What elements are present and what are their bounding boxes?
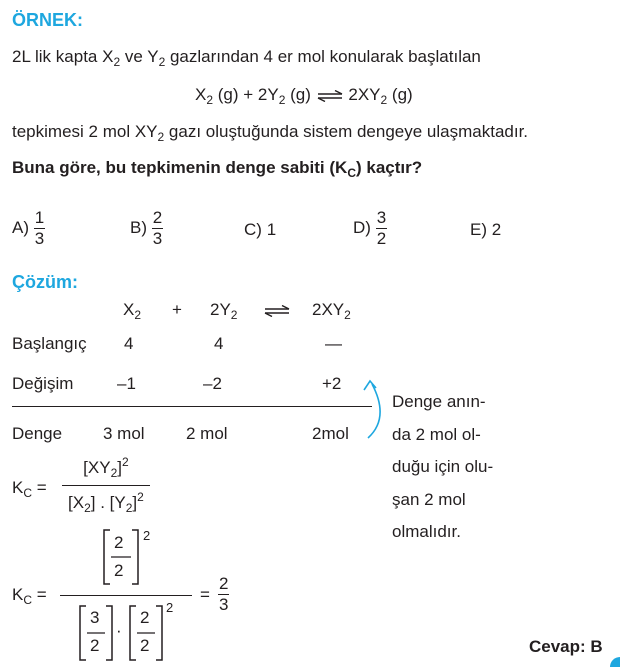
reaction-equation: $X_2$ $(g) + 2Y_2$ (g) $2XY_2$ (g) — [195, 85, 413, 107]
option-a: A) $\frac{1}{3}$ — [12, 208, 45, 248]
row-change-p: +2 — [322, 374, 342, 393]
corner-decoration — [610, 657, 620, 667]
row-label-equilibrium: Denge — [12, 424, 63, 443]
question: Buna göre, bu tepkimenin denge sabiti $(K_C)$ kaçtır? — [12, 158, 423, 180]
option-c: C) 1 — [244, 220, 277, 239]
option-b: B) $\frac{2}{3}$ — [130, 208, 163, 248]
row-label-initial: Başlangıç — [12, 334, 87, 353]
equilibrium-arrow-icon — [263, 305, 291, 317]
row-initial-p: — — [325, 334, 342, 353]
row-label-change: Değişim — [12, 374, 74, 393]
equilibrium-arrow-icon — [316, 90, 344, 102]
example-title: ÖRNEK: — [12, 10, 83, 30]
solution-title: Çözüm: — [12, 272, 78, 292]
species-plus: + — [172, 300, 182, 319]
kc-label-1: $K_C$ = — [12, 478, 47, 500]
option-e: E) 2 — [470, 220, 502, 239]
problem-line-3: tepkimesi 2 mol $XY_2$ gazı oluştuğunda sistem dengeye ulaşmaktadır. — [12, 122, 529, 144]
num-den: 2 — [114, 561, 124, 580]
den-exp: 2 — [166, 600, 174, 615]
row-change-x: –1 — [117, 374, 136, 393]
den1-den: 2 — [90, 636, 100, 655]
species-y2: $2Y_2$ — [210, 300, 238, 322]
result-fraction: $\frac{2}{3}$ — [219, 574, 229, 614]
table-divider — [12, 406, 372, 407]
row-initial-x: 4 — [124, 334, 134, 353]
den2-num: 2 — [140, 608, 150, 627]
den-dot: · — [116, 621, 122, 640]
row-eq-p: 2mol — [312, 424, 349, 443]
row-initial-y: 4 — [214, 334, 224, 353]
kc-expression: $\frac{[XY_2]^2}{[X_2] . [Y_2]^2}$ — [62, 455, 150, 516]
species-xy2: $2XY_2$ — [312, 300, 351, 322]
side-note: Denge anın- da 2 mol ol- duğu için olu- şan 2 mol olmalıdır. — [392, 392, 494, 541]
row-eq-x: 3 mol — [103, 424, 145, 443]
kc-label-2: $K_C$ = — [12, 585, 47, 607]
species-x2: $X_2$ — [123, 300, 142, 322]
den1-num: 3 — [90, 608, 100, 627]
result-eq: = — [200, 585, 210, 604]
answer: Cevap: B — [529, 637, 603, 656]
kc-main-fraction-line — [60, 595, 192, 596]
num-exp: 2 — [143, 528, 151, 543]
row-change-y: –2 — [203, 374, 222, 393]
annotation-arrow-icon — [356, 372, 396, 442]
problem-line-1: 2L lik kapta $X_2$ ve $Y_2$ gazlarından 4 er mol konularak başlatılan — [12, 47, 481, 69]
option-d: D) $\frac{3}{2}$ — [353, 208, 387, 248]
den2-den: 2 — [140, 636, 150, 655]
num-num: 2 — [114, 533, 124, 552]
row-eq-y: 2 mol — [186, 424, 228, 443]
